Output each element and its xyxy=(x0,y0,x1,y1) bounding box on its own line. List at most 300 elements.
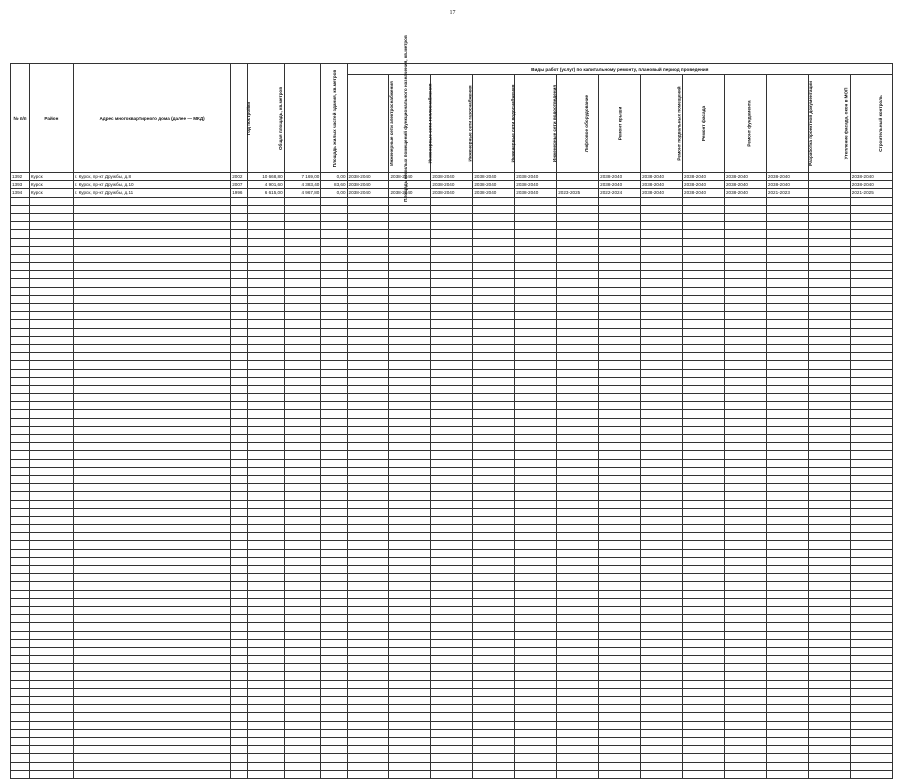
cell-district xyxy=(29,238,73,246)
cell-work-period xyxy=(557,369,599,377)
cell-work-period xyxy=(599,271,641,279)
cell-area-total xyxy=(247,467,284,475)
cell-district xyxy=(29,295,73,303)
cell-area-nonliving xyxy=(321,451,347,459)
cell-work-period xyxy=(599,721,641,729)
cell-address xyxy=(73,263,230,271)
cell-work-period xyxy=(850,451,892,459)
cell-address xyxy=(73,721,230,729)
cell-work-period xyxy=(557,287,599,295)
cell-work-period xyxy=(389,598,431,606)
cell-area-total xyxy=(247,697,284,705)
cell-area-nonliving xyxy=(321,606,347,614)
cell-work-period xyxy=(766,394,808,402)
cell-work-period xyxy=(641,377,683,385)
cell-work-period xyxy=(347,500,389,508)
cell-work-period xyxy=(347,336,389,344)
cell-work-period xyxy=(683,304,725,312)
cell-work-period xyxy=(808,295,850,303)
cell-area-nonliving xyxy=(321,369,347,377)
cell-number xyxy=(11,459,30,467)
cell-area-nonliving xyxy=(321,336,347,344)
cell-work-period xyxy=(641,541,683,549)
cell-number xyxy=(11,467,30,475)
cell-work-period xyxy=(641,721,683,729)
cell-work-period xyxy=(431,287,473,295)
cell-area-living xyxy=(284,582,321,590)
cell-work-period xyxy=(850,328,892,336)
cell-work-period xyxy=(515,492,557,500)
cell-area-nonliving xyxy=(321,566,347,574)
cell-address xyxy=(73,320,230,328)
cell-area-nonliving xyxy=(321,304,347,312)
cell-work-period xyxy=(724,631,766,639)
cell-work-period xyxy=(347,508,389,516)
cell-number xyxy=(11,222,30,230)
cell-work-period xyxy=(431,402,473,410)
cell-number xyxy=(11,238,30,246)
cell-work-period xyxy=(389,271,431,279)
cell-work-period xyxy=(599,287,641,295)
cell-area-living xyxy=(284,557,321,565)
cell-area-living xyxy=(284,213,321,221)
cell-work-period xyxy=(808,721,850,729)
cell-work-period xyxy=(724,746,766,754)
cell-work-period xyxy=(389,615,431,623)
cell-number xyxy=(11,213,30,221)
cell-work-period xyxy=(683,459,725,467)
cell-work-period xyxy=(473,475,515,483)
cell-work-period xyxy=(766,459,808,467)
cell-address xyxy=(73,271,230,279)
cell-work-period xyxy=(347,598,389,606)
cell-area-living xyxy=(284,656,321,664)
col-work-header: Ремонт фундамента xyxy=(724,75,766,173)
cell-work-period xyxy=(724,230,766,238)
cell-work-period xyxy=(808,189,850,197)
cell-work-period xyxy=(431,729,473,737)
cell-work-period xyxy=(641,557,683,565)
cell-work-period xyxy=(808,623,850,631)
cell-address xyxy=(73,680,230,688)
cell-work-period xyxy=(557,443,599,451)
cell-work-period xyxy=(389,295,431,303)
cell-work-period xyxy=(347,492,389,500)
cell-work-period xyxy=(389,737,431,745)
cell-work-period xyxy=(473,508,515,516)
cell-number xyxy=(11,590,30,598)
cell-work-period xyxy=(347,328,389,336)
cell-work-period xyxy=(389,459,431,467)
cell-address xyxy=(73,492,230,500)
cell-work-period: 2021-2025 xyxy=(850,189,892,197)
cell-work-period xyxy=(557,312,599,320)
cell-work-period xyxy=(431,533,473,541)
cell-district xyxy=(29,754,73,762)
cell-work-period xyxy=(557,647,599,655)
cell-work-period xyxy=(431,353,473,361)
cell-area-living xyxy=(284,713,321,721)
cell-area-nonliving xyxy=(321,410,347,418)
cell-work-period xyxy=(724,770,766,778)
cell-address xyxy=(73,230,230,238)
cell-work-period xyxy=(808,631,850,639)
cell-work-period xyxy=(808,729,850,737)
cell-work-period xyxy=(347,672,389,680)
cell-year xyxy=(231,344,248,352)
cell-district xyxy=(29,263,73,271)
cell-work-period xyxy=(766,500,808,508)
cell-work-period xyxy=(431,230,473,238)
cell-work-period xyxy=(515,697,557,705)
cell-work-period xyxy=(473,639,515,647)
cell-work-period xyxy=(557,672,599,680)
cell-work-period xyxy=(431,508,473,516)
cell-work-period xyxy=(766,304,808,312)
cell-work-period xyxy=(347,647,389,655)
cell-work-period xyxy=(389,639,431,647)
table-row xyxy=(11,279,893,287)
cell-work-period xyxy=(724,713,766,721)
cell-work-period xyxy=(473,312,515,320)
cell-work-period xyxy=(808,254,850,262)
cell-work-period xyxy=(808,246,850,254)
cell-work-period xyxy=(641,287,683,295)
cell-work-period xyxy=(473,656,515,664)
cell-district xyxy=(29,435,73,443)
cell-work-period xyxy=(431,697,473,705)
cell-work-period xyxy=(473,246,515,254)
cell-work-period xyxy=(473,574,515,582)
cell-year xyxy=(231,541,248,549)
cell-work-period xyxy=(724,647,766,655)
cell-year xyxy=(231,254,248,262)
cell-work-period xyxy=(557,353,599,361)
cell-area-nonliving xyxy=(321,647,347,655)
cell-area-living xyxy=(284,320,321,328)
cell-work-period xyxy=(850,295,892,303)
cell-work-period xyxy=(515,361,557,369)
cell-work-period xyxy=(599,377,641,385)
cell-work-period xyxy=(557,246,599,254)
cell-district xyxy=(29,459,73,467)
cell-area-total xyxy=(247,737,284,745)
cell-work-period xyxy=(766,525,808,533)
cell-district xyxy=(29,271,73,279)
cell-area-living xyxy=(284,304,321,312)
cell-work-period xyxy=(850,279,892,287)
cell-work-period xyxy=(850,312,892,320)
cell-work-period xyxy=(347,606,389,614)
cell-work-period xyxy=(347,246,389,254)
cell-area-living xyxy=(284,754,321,762)
table-row xyxy=(11,566,893,574)
cell-work-period: 2038-2040 xyxy=(347,189,389,197)
cell-district xyxy=(29,721,73,729)
cell-area-total xyxy=(247,647,284,655)
cell-year xyxy=(231,688,248,696)
cell-work-period xyxy=(724,295,766,303)
cell-work-period: 2038-2040 xyxy=(347,181,389,189)
cell-work-period xyxy=(766,328,808,336)
cell-work-period xyxy=(766,361,808,369)
cell-work-period xyxy=(641,304,683,312)
cell-work-period xyxy=(683,697,725,705)
cell-area-living xyxy=(284,402,321,410)
cell-work-period xyxy=(515,254,557,262)
cell-area-total xyxy=(247,729,284,737)
cell-work-period xyxy=(431,713,473,721)
cell-work-period xyxy=(557,435,599,443)
cell-work-period xyxy=(557,639,599,647)
cell-district xyxy=(29,426,73,434)
cell-work-period xyxy=(557,688,599,696)
cell-work-period xyxy=(431,418,473,426)
cell-work-period xyxy=(557,328,599,336)
cell-work-period xyxy=(641,656,683,664)
cell-work-period xyxy=(641,582,683,590)
cell-work-period xyxy=(389,328,431,336)
cell-area-nonliving xyxy=(321,295,347,303)
cell-work-period xyxy=(683,443,725,451)
cell-work-period xyxy=(431,222,473,230)
cell-work-period xyxy=(766,230,808,238)
cell-work-period xyxy=(389,426,431,434)
cell-year xyxy=(231,246,248,254)
cell-work-period xyxy=(724,533,766,541)
col-work-header: Утепление фасада, окон в МОП xyxy=(808,75,850,173)
cell-area-living xyxy=(284,508,321,516)
cell-area-total xyxy=(247,664,284,672)
cell-number xyxy=(11,475,30,483)
cell-work-period xyxy=(515,533,557,541)
cell-address xyxy=(73,205,230,213)
cell-work-period xyxy=(557,574,599,582)
cell-area-living xyxy=(284,484,321,492)
cell-work-period xyxy=(599,729,641,737)
cell-work-period xyxy=(557,541,599,549)
cell-year xyxy=(231,394,248,402)
cell-work-period xyxy=(641,688,683,696)
cell-work-period xyxy=(766,508,808,516)
cell-work-period xyxy=(431,525,473,533)
cell-work-period xyxy=(389,336,431,344)
cell-work-period xyxy=(431,549,473,557)
cell-work-period xyxy=(347,541,389,549)
cell-work-period xyxy=(683,566,725,574)
table-row xyxy=(11,729,893,737)
cell-work-period xyxy=(599,574,641,582)
cell-area-total xyxy=(247,746,284,754)
col-area-living-header: Площадь жилых частей здания, кв.метров xyxy=(284,64,321,173)
cell-number xyxy=(11,574,30,582)
cell-work-period xyxy=(808,672,850,680)
cell-work-period xyxy=(557,623,599,631)
cell-work-period xyxy=(850,549,892,557)
cell-area-nonliving xyxy=(321,762,347,770)
cell-work-period xyxy=(389,484,431,492)
cell-area-living xyxy=(284,525,321,533)
cell-work-period xyxy=(347,254,389,262)
cell-area-nonliving xyxy=(321,746,347,754)
table-row xyxy=(11,754,893,762)
cell-year xyxy=(231,754,248,762)
cell-work-period xyxy=(473,533,515,541)
cell-work-period xyxy=(599,213,641,221)
cell-work-period xyxy=(724,475,766,483)
cell-district xyxy=(29,770,73,778)
cell-work-period xyxy=(389,418,431,426)
cell-area-nonliving xyxy=(321,475,347,483)
cell-work-period xyxy=(347,639,389,647)
cell-district xyxy=(29,394,73,402)
cell-address xyxy=(73,541,230,549)
cell-address: г. Курск, пр-кт Дружбы, д.10 xyxy=(73,181,230,189)
cell-work-period xyxy=(766,238,808,246)
cell-work-period xyxy=(641,402,683,410)
cell-work-period xyxy=(808,377,850,385)
cell-work-period xyxy=(808,213,850,221)
cell-year xyxy=(231,459,248,467)
cell-number xyxy=(11,443,30,451)
cell-work-period xyxy=(515,606,557,614)
cell-work-period xyxy=(347,271,389,279)
cell-work-period xyxy=(431,238,473,246)
table-row xyxy=(11,574,893,582)
cell-district xyxy=(29,598,73,606)
cell-work-period xyxy=(599,590,641,598)
cell-address xyxy=(73,746,230,754)
cell-work-period xyxy=(557,230,599,238)
cell-work-period xyxy=(683,574,725,582)
cell-year xyxy=(231,222,248,230)
table-row xyxy=(11,181,893,189)
cell-work-period xyxy=(683,271,725,279)
cell-work-period xyxy=(683,770,725,778)
table-row xyxy=(11,451,893,459)
cell-number xyxy=(11,304,30,312)
cell-work-period xyxy=(389,590,431,598)
cell-number xyxy=(11,672,30,680)
cell-work-period xyxy=(599,328,641,336)
cell-work-period xyxy=(683,762,725,770)
cell-work-period xyxy=(557,173,599,181)
cell-district xyxy=(29,213,73,221)
cell-work-period xyxy=(766,443,808,451)
cell-work-period xyxy=(808,361,850,369)
cell-work-period xyxy=(850,271,892,279)
cell-area-living xyxy=(284,230,321,238)
cell-work-period xyxy=(389,410,431,418)
cell-work-period xyxy=(641,410,683,418)
cell-work-period xyxy=(557,344,599,352)
cell-work-period xyxy=(808,680,850,688)
cell-work-period: 2038-2040 xyxy=(389,189,431,197)
cell-work-period xyxy=(683,582,725,590)
cell-area-nonliving xyxy=(321,263,347,271)
cell-work-period xyxy=(473,557,515,565)
col-work-header: Лифтовое оборудование xyxy=(557,75,599,173)
cell-work-period xyxy=(641,508,683,516)
cell-work-period xyxy=(724,688,766,696)
cell-work-period xyxy=(515,238,557,246)
cell-area-nonliving xyxy=(321,680,347,688)
cell-area-nonliving xyxy=(321,385,347,393)
cell-work-period xyxy=(766,213,808,221)
cell-work-period xyxy=(850,246,892,254)
cell-work-period xyxy=(431,435,473,443)
cell-work-period xyxy=(515,279,557,287)
cell-work-period xyxy=(850,737,892,745)
cell-work-period xyxy=(724,451,766,459)
cell-work-period xyxy=(557,336,599,344)
cell-year xyxy=(231,623,248,631)
cell-work-period xyxy=(808,451,850,459)
cell-address xyxy=(73,304,230,312)
cell-area-nonliving xyxy=(321,574,347,582)
cell-district xyxy=(29,574,73,582)
cell-work-period xyxy=(347,402,389,410)
cell-work-period xyxy=(515,574,557,582)
cell-work-period xyxy=(431,271,473,279)
cell-work-period: 2038-2040 xyxy=(683,173,725,181)
table-row xyxy=(11,394,893,402)
cell-work-period xyxy=(389,492,431,500)
cell-work-period xyxy=(641,705,683,713)
cell-work-period xyxy=(683,475,725,483)
cell-district xyxy=(29,762,73,770)
cell-address xyxy=(73,566,230,574)
cell-work-period xyxy=(724,361,766,369)
cell-district xyxy=(29,557,73,565)
cell-year xyxy=(231,369,248,377)
cell-year xyxy=(231,361,248,369)
cell-district xyxy=(29,729,73,737)
cell-work-period xyxy=(599,336,641,344)
cell-work-period xyxy=(347,574,389,582)
cell-work-period xyxy=(473,705,515,713)
cell-address xyxy=(73,697,230,705)
cell-work-period xyxy=(557,516,599,524)
cell-work-period xyxy=(724,656,766,664)
cell-work-period xyxy=(515,344,557,352)
cell-work-period xyxy=(683,402,725,410)
cell-work-period xyxy=(515,377,557,385)
cell-work-period xyxy=(473,443,515,451)
cell-address xyxy=(73,451,230,459)
cell-work-period xyxy=(850,410,892,418)
cell-work-period xyxy=(850,557,892,565)
cell-work-period xyxy=(431,484,473,492)
cell-work-period xyxy=(641,295,683,303)
cell-work-period xyxy=(431,500,473,508)
cell-work-period xyxy=(850,566,892,574)
cell-work-period xyxy=(389,181,431,189)
cell-work-period xyxy=(683,557,725,565)
cell-work-period xyxy=(850,394,892,402)
cell-number xyxy=(11,402,30,410)
cell-work-period xyxy=(431,295,473,303)
cell-address xyxy=(73,328,230,336)
cell-area-nonliving xyxy=(321,590,347,598)
cell-district xyxy=(29,664,73,672)
cell-work-period xyxy=(347,385,389,393)
cell-work-period xyxy=(347,426,389,434)
cell-work-period xyxy=(766,451,808,459)
cell-number xyxy=(11,516,30,524)
cell-work-period: 2038-2040 xyxy=(515,189,557,197)
cell-number xyxy=(11,508,30,516)
